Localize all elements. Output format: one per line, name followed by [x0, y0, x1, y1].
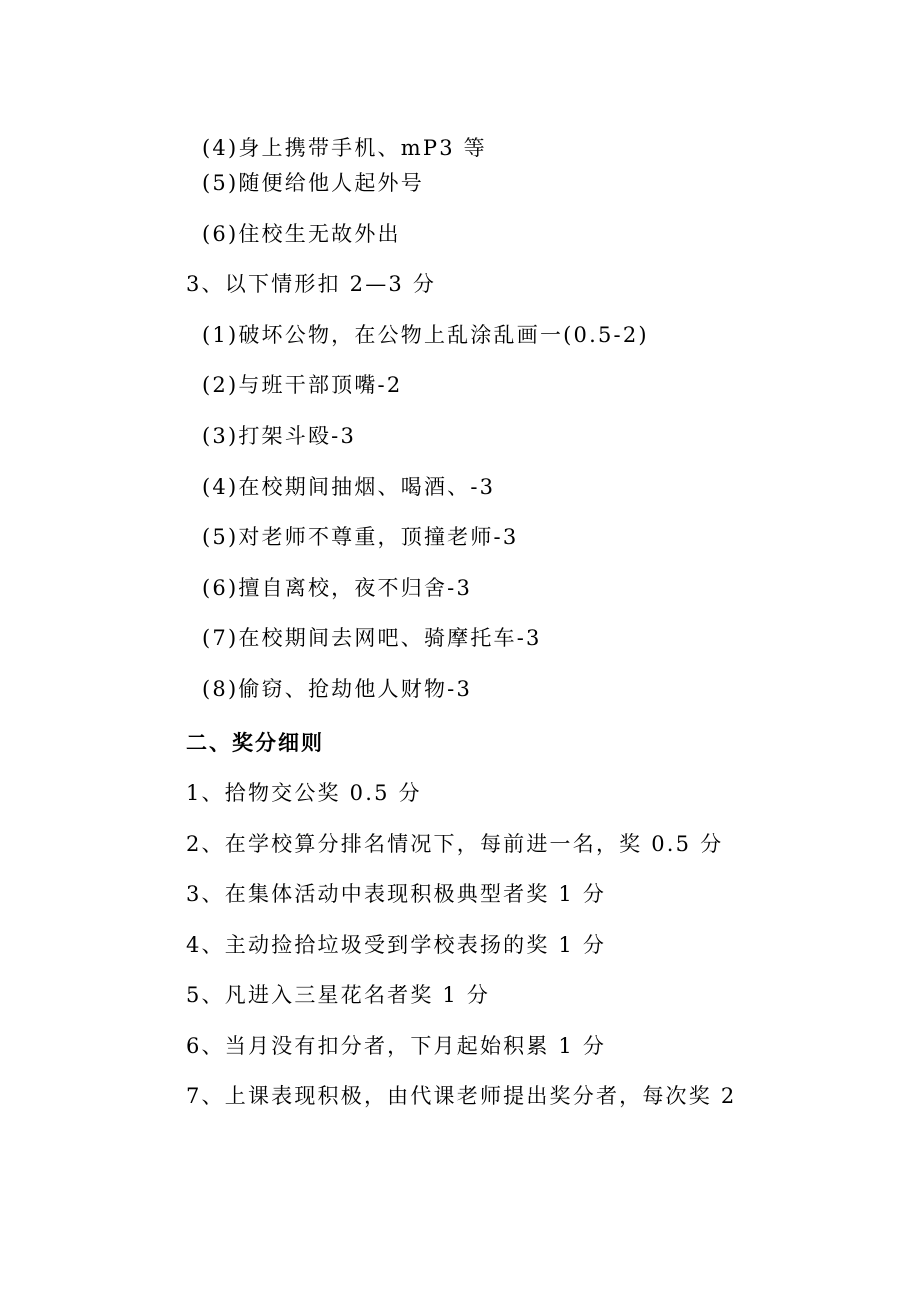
- reward-rule-2: 2、在学校算分排名情况下，每前进一名，奖 0.5 分: [186, 832, 724, 856]
- reward-rule-7: 7、上课表现积极，由代课老师提出奖分者，每次奖 2: [186, 1084, 737, 1108]
- deduction-item-leave-school: (6)擅自离校，夜不归舍-3: [202, 576, 473, 600]
- deduction-item-internet-cafe: (7)在校期间去网吧、骑摩托车-3: [202, 626, 542, 650]
- reward-rule-6: 6、当月没有扣分者，下月起始积累 1 分: [186, 1034, 607, 1058]
- section-heading-rewards: 二、奖分细则: [186, 731, 324, 755]
- deduction-item-fighting: (3)打架斗殴-3: [202, 424, 357, 448]
- deduction-rule-2-3-points: 3、以下情形扣 2—3 分: [186, 272, 437, 296]
- deduction-item-theft: (8)偷窃、抢劫他人财物-3: [202, 677, 473, 701]
- reward-rule-1: 1、拾物交公奖 0.5 分: [186, 781, 422, 805]
- reward-rule-4: 4、主动捡拾垃圾受到学校表扬的奖 1 分: [186, 933, 607, 957]
- deduction-item-leave-campus: (6)住校生无故外出: [202, 222, 401, 246]
- deduction-item-smoking-drinking: (4)在校期间抽烟、喝酒、-3: [202, 475, 496, 499]
- reward-rule-3: 3、在集体活动中表现积极典型者奖 1 分: [186, 882, 607, 906]
- reward-rule-5: 5、凡进入三星花名者奖 1 分: [186, 983, 491, 1007]
- deduction-item-talk-back-monitor: (2)与班干部顶嘴-2: [202, 373, 403, 397]
- deduction-item-carry-phone: (4)身上携带手机、mP3 等: [202, 136, 487, 160]
- deduction-item-damage-property: (1)破坏公物，在公物上乱涂乱画一(0.5-2): [202, 323, 649, 347]
- deduction-item-disrespect-teacher: (5)对老师不尊重，顶撞老师-3: [202, 525, 519, 549]
- deduction-item-nicknames: (5)随便给他人起外号: [202, 171, 424, 195]
